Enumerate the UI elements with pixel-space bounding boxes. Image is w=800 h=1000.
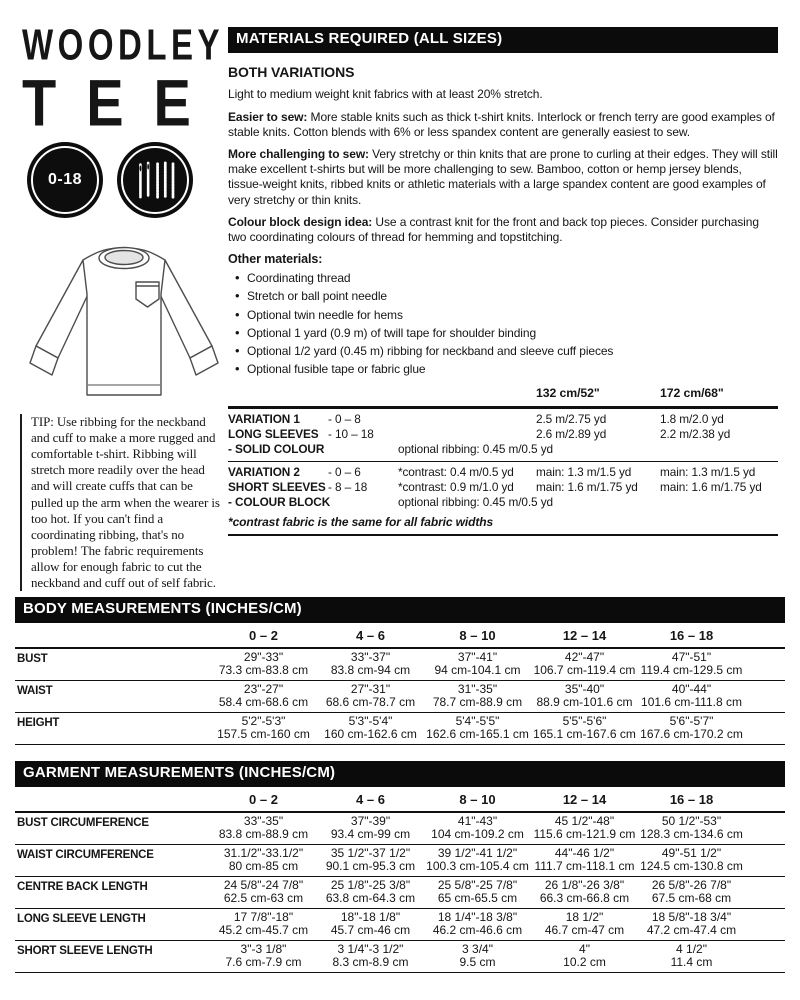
easier-to-sew-lead: Easier to sew: <box>228 109 308 124</box>
variation2-132-b: main: 1.6 m/1.75 yd <box>536 479 638 494</box>
measurement-cell: 31"-35" 78.7 cm-88.9 cm <box>432 681 523 710</box>
measurement-cell: 35"-40" 88.9 cm-101.6 cm <box>536 681 633 710</box>
variation1-132-a: 2.5 m/2.75 yd <box>536 411 607 426</box>
garment-measurements-bar: GARMENT MEASUREMENTS (INCHES/CM) <box>15 761 785 787</box>
measurement-cell: 33"-35" 83.8 cm-88.9 cm <box>218 813 309 842</box>
measurement-cell: 5'2"-5'3" 157.5 cm-160 cm <box>217 713 310 742</box>
left-column <box>20 20 226 591</box>
size-col-label: 16 – 18 <box>669 791 714 807</box>
size-range-badge <box>27 142 103 218</box>
measurement-cell: 44"-46 1/2" 111.7 cm-118.1 cm <box>534 845 635 874</box>
measurement-cell: 5'6"-5'7" 167.6 cm-170.2 cm <box>640 713 743 742</box>
challenging-to-sew-text: Very stretchy or thin knits that are prone to curling at their edges. They will still make excellent t-shirts but will be more challenging to sew. Bamboo, cotton or hemp jersey blends, tissue-weight knits, ribbed knits or athletic materials with a large spandex content are good examples of very stretchy or thin knits. <box>228 146 778 207</box>
size-col-label: 16 – 18 <box>669 627 714 643</box>
variation2-contrast-b: *contrast: 0.9 m/1.0 yd <box>398 479 514 494</box>
measurement-cell: 39 1/2"-41 1/2" 100.3 cm-105.4 cm <box>426 845 529 874</box>
table-row-waist-circumference <box>15 844 785 876</box>
variation2-sizes-b: - 8 – 18 <box>328 479 368 494</box>
table-row-centre-back-length <box>15 876 785 908</box>
measurement-cell: 29"-33" 73.3 cm-83.8 cm <box>218 649 309 678</box>
logo-badges <box>27 142 193 218</box>
row-label: WAIST CIRCUMFERENCE <box>17 848 154 861</box>
size-col-label: 12 – 14 <box>562 791 607 807</box>
size-col-label: 8 – 10 <box>459 627 496 643</box>
size-col-label: 12 – 14 <box>562 627 607 643</box>
list-item: • Optional fusible tape or fabric glue <box>228 362 778 377</box>
measurement-cell: 33"-37" 83.8 cm-94 cm <box>330 649 411 678</box>
challenging-to-sew-note <box>228 147 778 208</box>
measurement-cell: 35 1/2"-37 1/2" 90.1 cm-95.3 cm <box>325 845 416 874</box>
needles-icon <box>131 157 179 203</box>
measurement-cell: 41"-43" 104 cm-109.2 cm <box>431 813 524 842</box>
measurement-cell: 47"-51" 119.4 cm-129.5 cm <box>640 649 743 678</box>
measurement-cell: 37"-39" 93.4 cm-99 cm <box>330 813 411 842</box>
size-col-label: 0 – 2 <box>249 791 278 807</box>
table-row-short-sleeve-length <box>15 940 785 972</box>
materials-header-bar: MATERIALS REQUIRED (ALL SIZES) <box>228 27 778 53</box>
variation2-style: SHORT SLEEVES <box>228 479 326 494</box>
tee-illustration <box>28 246 220 411</box>
table-row-bust <box>15 647 785 680</box>
spacer <box>15 792 210 807</box>
garment-size-header-row <box>15 787 785 811</box>
row-label: HEIGHT <box>17 716 60 729</box>
measurement-cell: 27"-31" 68.6 cm-78.7 cm <box>325 681 416 710</box>
measurement-cell: 5'4"-5'5" 162.6 cm-165.1 cm <box>426 713 529 742</box>
measurement-cell: 25 1/8"-25 3/8" 63.8 cm-64.3 cm <box>325 877 416 906</box>
variation1-style: LONG SLEEVES <box>228 426 319 441</box>
other-materials-title: Other materials: <box>228 252 323 267</box>
spacer <box>398 427 536 442</box>
table-row-bust-circumference <box>15 811 785 844</box>
list-item: • Optional twin needle for hems <box>228 308 778 323</box>
variation1-sizes-b: - 10 – 18 <box>328 426 374 441</box>
fabric-requirements-table <box>228 386 778 537</box>
spacer <box>228 386 536 402</box>
fabric-footnote: *contrast fabric is the same for all fabric widths <box>228 514 778 537</box>
other-materials-list <box>228 271 778 377</box>
needles-badge <box>117 142 193 218</box>
list-item: • Optional 1/2 yard (0.45 m) ribbing for neckband and sleeve cuff pieces <box>228 344 778 359</box>
body-size-header-row <box>15 623 785 647</box>
fabric-width-header-172: 172 cm/68" <box>660 385 724 400</box>
colour-block-lead: Colour block design idea: <box>228 214 373 229</box>
measurement-cell: 37"-41" 94 cm-104.1 cm <box>434 649 521 678</box>
variation1-colour: - SOLID COLOUR <box>228 442 325 457</box>
measurement-cell: 3 3/4" 9.5 cm <box>459 941 496 970</box>
measurement-cell: 18 5/8"-18 3/4" 47.2 cm-47.4 cm <box>646 909 737 938</box>
row-label: CENTRE BACK LENGTH <box>17 880 148 893</box>
fabric-width-header-132: 132 cm/52" <box>536 385 600 400</box>
row-label: BUST CIRCUMFERENCE <box>17 816 149 829</box>
measurement-cell: 18"-18 1/8" 45.7 cm-46 cm <box>330 909 411 938</box>
colour-block-text: Use a contrast knit for the front and back top pieces. Consider purchasing two coordinating colours of thread for hemming and topstitching. <box>228 214 759 245</box>
list-item: • Coordinating thread <box>228 271 778 286</box>
logo-line-woodley: WOODLEY <box>22 20 224 69</box>
variation1-sizes-a: - 0 – 8 <box>328 411 361 426</box>
logo <box>20 20 226 142</box>
logo-line-tee: TEE <box>22 65 221 140</box>
variation1-172-b: 2.2 m/2.38 yd <box>660 426 731 441</box>
row-label: SHORT SLEEVE LENGTH <box>17 944 153 957</box>
measurement-cell: 3"-3 1/8" 7.6 cm-7.9 cm <box>225 941 302 970</box>
measurement-cell: 23"-27" 58.4 cm-68.6 cm <box>218 681 309 710</box>
garment-measurements-section <box>15 761 785 973</box>
measurement-cell: 50 1/2"-53" 128.3 cm-134.6 cm <box>640 813 743 842</box>
table-row-height <box>15 712 785 744</box>
garment-measurements-table <box>15 811 785 973</box>
measurement-cell: 4" 10.2 cm <box>563 941 606 970</box>
row-label: BUST <box>17 652 48 665</box>
size-col-label: 4 – 6 <box>356 791 385 807</box>
measurement-cell: 26 5/8"-26 7/8" 67.5 cm-68 cm <box>651 877 732 906</box>
measurement-cell: 24 5/8"-24 7/8" 62.5 cm-63 cm <box>223 877 304 906</box>
materials-column <box>228 27 778 536</box>
body-measurements-bar: BODY MEASUREMENTS (INCHES/CM) <box>15 597 785 623</box>
measurement-cell: 25 5/8"-25 7/8" 65 cm-65.5 cm <box>437 877 518 906</box>
variation2-172-b: main: 1.6 m/1.75 yd <box>660 479 762 494</box>
variation1-ribbing: optional ribbing: 0.45 m/0.5 yd <box>398 442 553 457</box>
both-variations-title: BOTH VARIATIONS <box>228 63 355 80</box>
measurement-cell: 40"-44" 101.6 cm-111.8 cm <box>641 681 742 710</box>
measurement-cell: 45 1/2"-48" 115.6 cm-121.9 cm <box>533 813 636 842</box>
size-col-label: 0 – 2 <box>249 627 278 643</box>
variation1-name: VARIATION 1 <box>228 411 300 426</box>
variation2-sizes-a: - 0 – 6 <box>328 464 361 479</box>
fabric-width-header-row <box>228 386 778 406</box>
fabric-intro: Light to medium weight knit fabrics with at least 20% stretch. <box>228 87 543 102</box>
spacer <box>15 628 210 643</box>
variation2-172-a: main: 1.3 m/1.5 yd <box>660 464 756 479</box>
measurement-cell: 5'3"-5'4" 160 cm-162.6 cm <box>324 713 417 742</box>
variation2-contrast-a: *contrast: 0.4 m/0.5 yd <box>398 464 514 479</box>
size-col-label: 4 – 6 <box>356 627 385 643</box>
list-item: • Stretch or ball point needle <box>228 289 778 304</box>
variation2-block <box>228 461 778 514</box>
measurement-cell: 17 7/8"-18" 45.2 cm-45.7 cm <box>218 909 309 938</box>
variation2-colour: - COLOUR BLOCK <box>228 495 331 510</box>
easier-to-sew-text: More stable knits such as thick t-shirt knits. Interlock or french terry are good examples of stable knits. Cotton blends with 6% or less spandex content are generally easiest to sew. <box>228 109 775 139</box>
measurement-cell: 3 1/4"-3 1/2" 8.3 cm-8.9 cm <box>332 941 409 970</box>
size-col-label: 8 – 10 <box>459 791 496 807</box>
tip-note: TIP: Use ribbing for the neckband and cuff to make a more rugged and comfortable t-shirt. Ribbing will stretch more readily over the head and will create cuffs that can be pulled up the arm when the wearer is too hot. If you can't find a coordinating ribbing, that's no problem! The fabric requirements allow for enough fabric to cut the neckband and cuff out of self fabric. <box>20 414 226 591</box>
row-label: WAIST <box>17 684 53 697</box>
measurement-cell: 18 1/2" 46.7 cm-47 cm <box>544 909 625 938</box>
measurement-cell: 49"-51 1/2" 124.5 cm-130.8 cm <box>640 845 743 874</box>
body-measurements-section <box>15 597 785 745</box>
challenging-to-sew-lead: More challenging to sew: <box>228 146 369 161</box>
measurement-cell: 18 1/4"-18 3/8" 46.2 cm-46.6 cm <box>432 909 523 938</box>
table-row-waist <box>15 680 785 712</box>
measurement-cell: 4 1/2" 11.4 cm <box>670 941 713 970</box>
variation2-ribbing: optional ribbing: 0.45 m/0.5 yd <box>398 495 553 510</box>
size-range-label: 0-18 <box>47 171 83 188</box>
colour-block-note <box>228 215 778 245</box>
measurement-cell: 42"-47" 106.7 cm-119.4 cm <box>533 649 636 678</box>
variation1-block <box>228 406 778 461</box>
measurement-cell: 26 1/8"-26 3/8" 66.3 cm-66.8 cm <box>539 877 630 906</box>
measurement-cell: 5'5"-5'6" 165.1 cm-167.6 cm <box>533 713 636 742</box>
spacer <box>398 412 536 427</box>
variation2-132-a: main: 1.3 m/1.5 yd <box>536 464 632 479</box>
variation1-132-b: 2.6 m/2.89 yd <box>536 426 607 441</box>
table-row-long-sleeve-length <box>15 908 785 940</box>
variation1-172-a: 1.8 m/2.0 yd <box>660 411 724 426</box>
body-measurements-table <box>15 647 785 745</box>
list-item: • Optional 1 yard (0.9 m) of twill tape for shoulder binding <box>228 326 778 341</box>
easier-to-sew-note <box>228 110 778 140</box>
variation2-name: VARIATION 2 <box>228 464 300 479</box>
measurement-cell: 31.1/2"-33.1/2" 80 cm-85 cm <box>223 845 304 874</box>
row-label: LONG SLEEVE LENGTH <box>17 912 146 925</box>
